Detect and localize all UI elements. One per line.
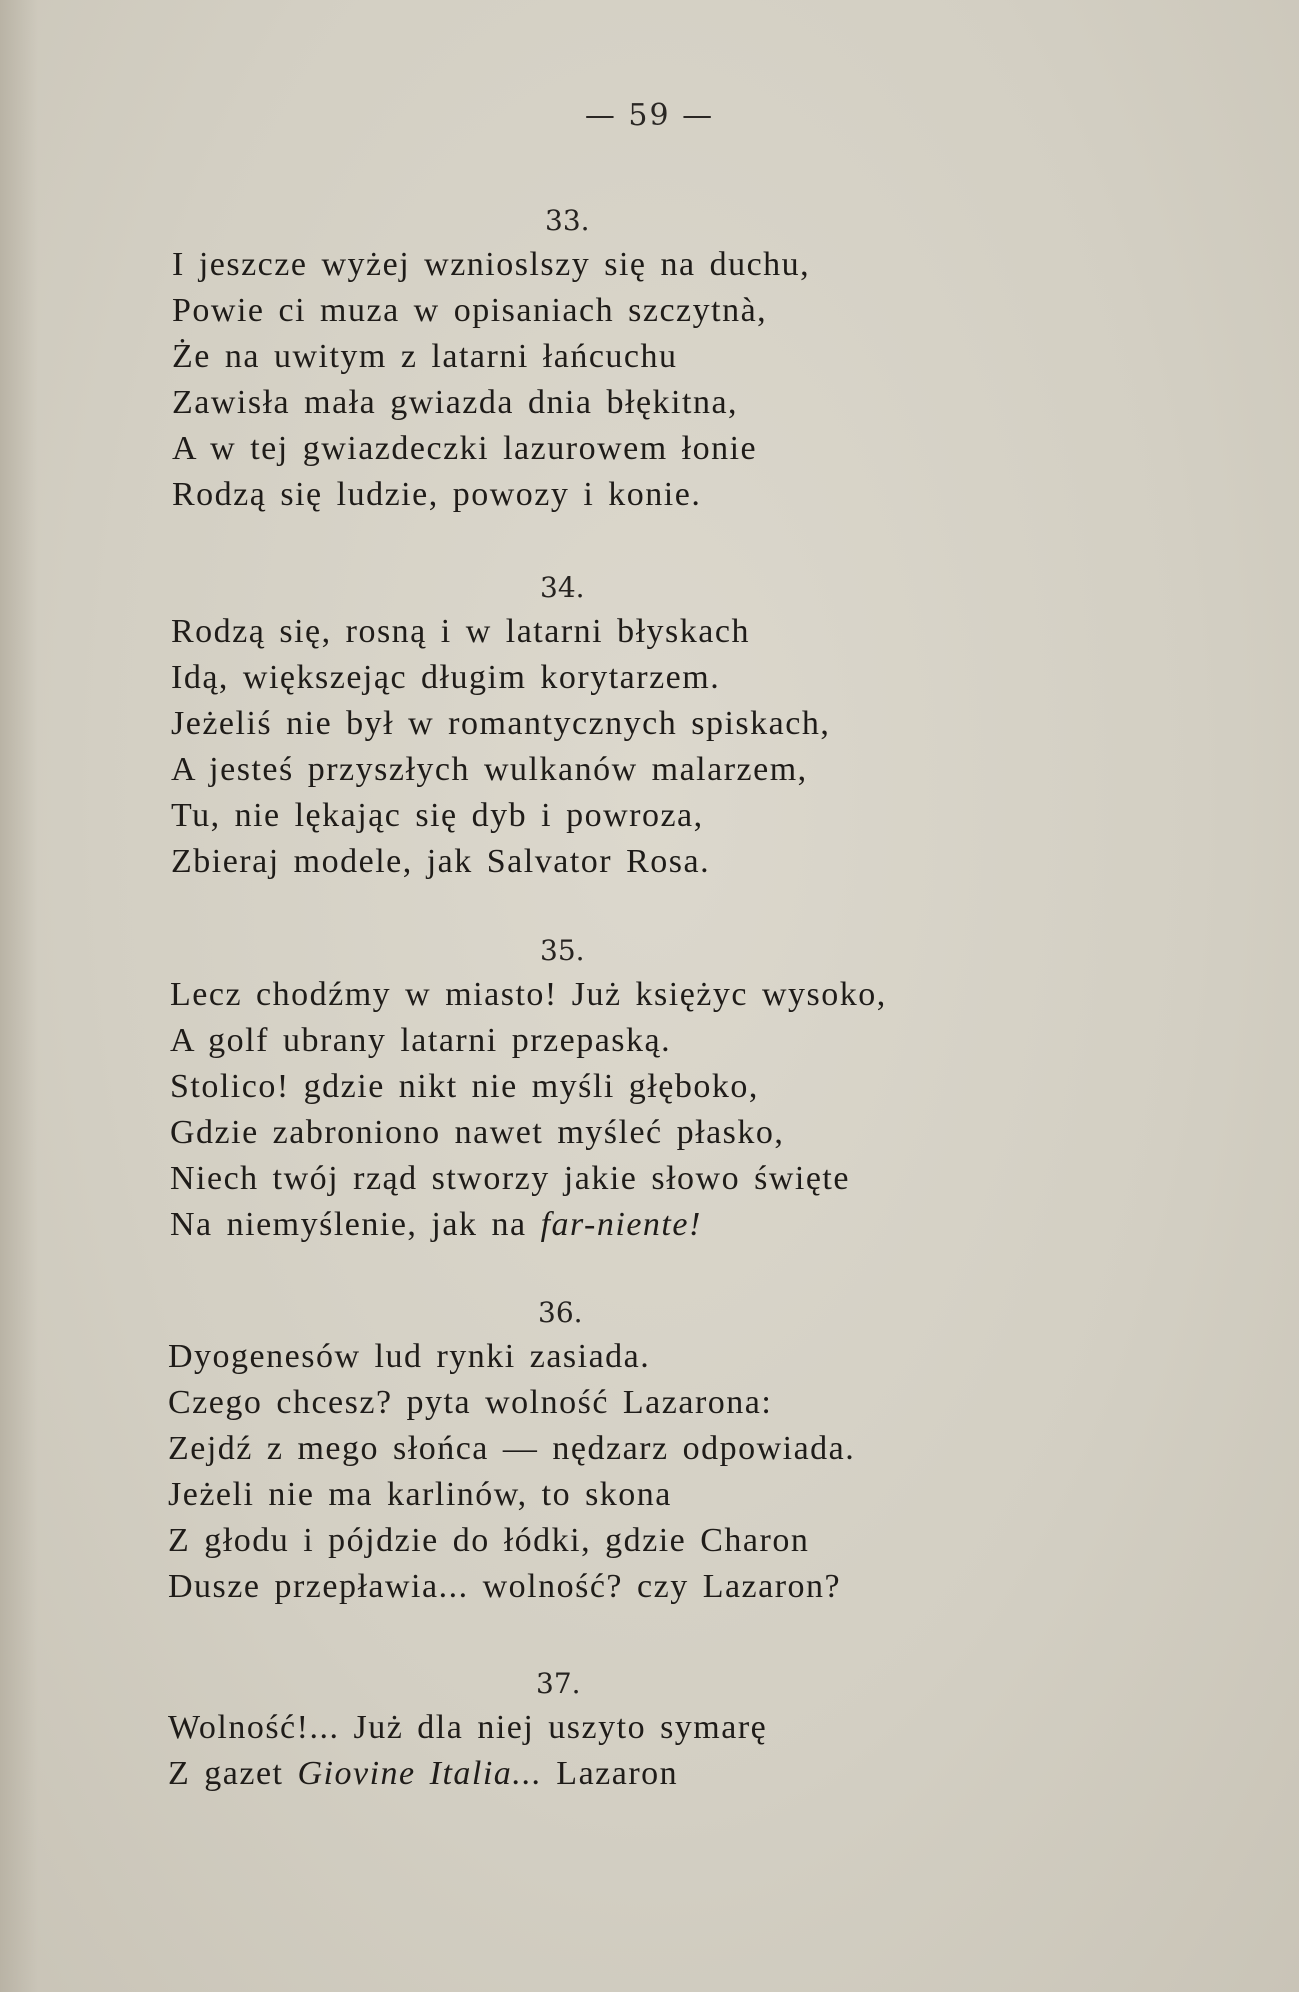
verse-line: Rodzą się, rosną i w latarni błyskach [171, 613, 750, 650]
stanza-34 [0, 567, 1299, 885]
verse-line: Stolico! gdzie nikt nie myśli głęboko, [170, 1068, 759, 1105]
verse-line: Z głodu i pójdzie do łódki, gdzie Charon [168, 1522, 810, 1559]
verse-text: Lazaron [556, 1755, 679, 1792]
stanza-number: 34. [540, 571, 585, 604]
verse-line: Rodzą się ludzie, powozy i konie. [172, 476, 702, 513]
verse-line: Czego chcesz? pyta wolność Lazarona: [168, 1384, 773, 1421]
verse-line: Zawisła mała gwiazda dnia błękitna, [172, 384, 739, 421]
verse-line: Że na uwitym z latarni łańcuchu [172, 338, 678, 375]
stanza-36 [0, 1292, 1299, 1610]
verse-line: Niech twój rząd stworzy jakie słowo święte [170, 1160, 850, 1197]
italic-phrase: Giovine Italia... [297, 1755, 543, 1792]
italic-phrase: far-niente! [540, 1206, 702, 1243]
verse-line: Idą, większejąc długim korytarzem. [171, 659, 721, 696]
verse-line: Tu, nie lękając się dyb i powroza, [171, 797, 704, 834]
verse-line: A w tej gwiazdeczki lazurowem łonie [172, 430, 758, 467]
verse-line: I jeszcze wyżej wznioslszy się na duchu, [172, 246, 811, 283]
verse-line [0, 1202, 1299, 1248]
verse-text: Z gazet [168, 1755, 284, 1792]
verse-line: Zbieraj modele, jak Salvator Rosa. [171, 843, 711, 880]
stanza-33 [0, 200, 1299, 518]
verse-line: Lecz chodźmy w miasto! Już księżyc wysoko, [170, 976, 887, 1013]
stanza-number: 33. [545, 204, 590, 237]
verse-line: Powie ci muza w opisaniach szczytnà, [172, 292, 768, 329]
verse-line: Jeżeliś nie był w romantycznych spiskach, [171, 705, 831, 742]
stanza-number: 35. [540, 934, 585, 967]
stanza-number: 37. [536, 1667, 581, 1700]
verse-line: Wolność!... Już dla niej uszyto symarę [168, 1709, 768, 1746]
verse-line: Gdzie zabroniono nawet myśleć płasko, [170, 1114, 785, 1151]
verse-line: A jesteś przyszłych wulkanów malarzem, [171, 751, 808, 788]
verse-text: Na niemyślenie, jak na [170, 1206, 527, 1243]
stanza-35 [0, 930, 1299, 1248]
verse-line: Zejdź z mego słońca — nędzarz odpowiada. [168, 1430, 856, 1467]
verse-line: A golf ubrany latarni przepaską. [170, 1022, 672, 1059]
stanza-number: 36. [538, 1296, 583, 1329]
verse-line: Dyogenesów lud rynki zasiada. [168, 1338, 651, 1375]
verse-line: Jeżeli nie ma karlinów, to skona [168, 1476, 672, 1513]
verse-line: Dusze przepławia... wolność? czy Lazaron? [168, 1568, 842, 1605]
stanza-37 [0, 1663, 1299, 1797]
page-number: — 59 — [584, 98, 715, 133]
verse-line [0, 1751, 1299, 1797]
